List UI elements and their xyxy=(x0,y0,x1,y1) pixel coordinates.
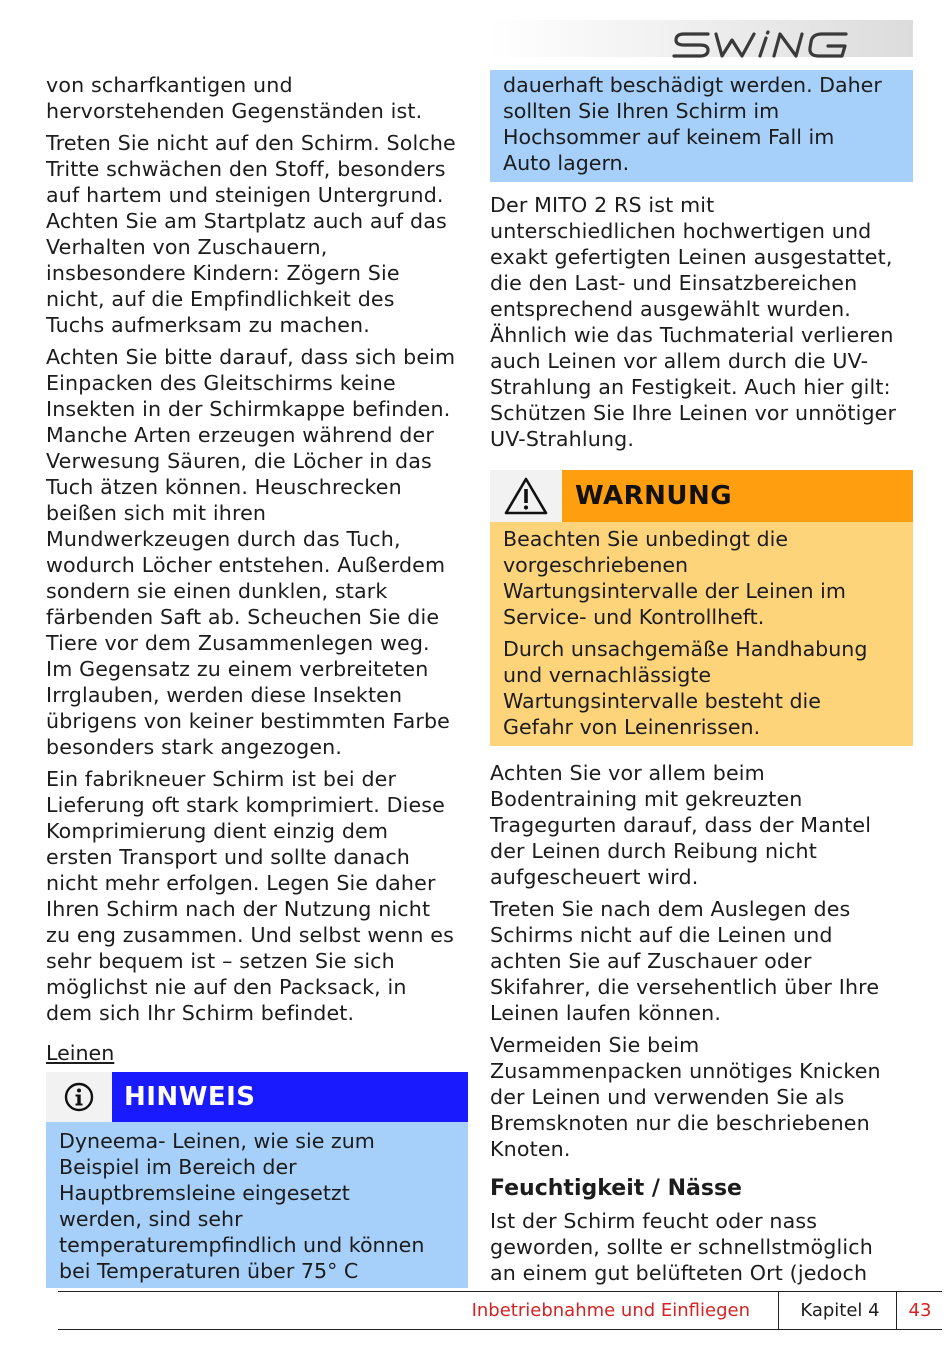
footer-separator xyxy=(778,1291,779,1330)
hinweis-header xyxy=(46,1072,468,1122)
footer-chapter-name: Inbetriebnahme und Einfliegen xyxy=(471,1300,750,1321)
paragraph: Achten Sie vor allem beim Bodentraining mit gekreuzten Tragegurten darauf, dass der Mantel der Leinen durch Reibung nicht aufgescheuert wird. xyxy=(490,761,872,889)
hinweis-continuation-text: dauerhaft beschädigt werden. Daher sollten Sie Ihren Schirm im Hochsommer auf keinem Fall im Auto lagern. xyxy=(503,73,882,175)
hinweis-box xyxy=(46,1072,468,1288)
paragraph: Treten Sie nicht auf den Schirm. Solche Tritte schwächen den Stoff, besonders auf hartem und steinigen Untergrund. Achten Sie am Startplatz auch auf das Verhalten von Zuschauern, insbesondere Kindern: Zögern Sie nicht, auf die Empfindlichkeit des Tuchs aufmerksam zu machen. xyxy=(46,131,456,337)
right-column xyxy=(490,72,913,1292)
warnung-header xyxy=(490,470,913,522)
subheading-feuchtigkeit: Feuchtigkeit / Nässe xyxy=(490,1176,742,1201)
warnung-title: WARNUNG xyxy=(562,470,913,522)
hinweis-icon-cell xyxy=(46,1072,112,1122)
hinweis-continuation-box xyxy=(490,70,913,182)
hinweis-title: HINWEIS xyxy=(112,1072,468,1122)
warning-triangle-icon xyxy=(503,476,549,516)
hinweis-body xyxy=(46,1122,468,1288)
swing-logo xyxy=(670,28,870,60)
warnung-icon-cell xyxy=(490,470,562,522)
footer-divider-bottom xyxy=(58,1329,942,1330)
paragraph: Vermeiden Sie beim Zusammenpacken unnötiges Knicken der Leinen und verwenden Sie als Bremsknoten nur die beschriebenen Knoten. xyxy=(490,1033,881,1161)
footer-separator xyxy=(896,1291,897,1330)
warnung-box xyxy=(490,470,913,746)
warnung-text: Durch unsachgemäße Handhabung und vernachlässigte Wartungsintervalle besteht die Gefahr von Leinenrissen. xyxy=(503,637,868,739)
left-column xyxy=(46,72,471,1288)
paragraph: Achten Sie bitte darauf, dass sich beim Einpacken des Gleitschirms keine Insekten in der Schirmkappe befinden. Manche Arten erzeugen während der Verwesung Säuren, die Löcher in das Tuch ätzen können. Heuschrecken beißen sich mit ihren Mundwerkzeugen durch das Tuch, wodurch Löcher entstehen. Außerdem sondern sie einen dunklen, stark färbenden Saft ab. Scheuchen Sie die Tiere vor dem Zusammenlegen weg. Im Gegensatz zu einem verbreiteten Irrglauben, werden diese Insekten übrigens von keiner bestimmten Farbe besonders stark angezogen. xyxy=(46,345,456,759)
paragraph: Ist der Schirm feucht oder nass geworden, sollte er schnellstmöglich an einem gut belüfteten Ort (jedoch xyxy=(490,1209,873,1285)
hinweis-text: Dyneema- Leinen, wie sie zum Beispiel im Bereich der Hauptbremsleine eingesetzt werden, sind sehr temperaturempfindlich und können bei Temperaturen über 75° C xyxy=(59,1129,425,1283)
warnung-text: Beachten Sie unbedingt die vorgeschriebenen Wartungsintervalle der Leinen im Service- und Kontrollheft. xyxy=(503,527,846,629)
paragraph: von scharfkantigen und hervorstehenden Gegenständen ist. xyxy=(46,73,423,123)
footer-page-number: 43 xyxy=(908,1300,932,1321)
paragraph-mito: Der MITO 2 RS ist mit unterschiedlichen hochwertigen und exakt gefertigten Leinen ausgestattet, die den Last- und Einsatzbereichen entsprechend ausgewählt wurden. Ähnlich wie das Tuchmaterial verlieren auch Leinen vor allem durch die UV- Strahlung an Festigkeit. Auch hier gilt: Schützen Sie Ihre Leinen vor unnötiger UV-Strahlung. xyxy=(490,193,897,451)
paragraph: Ein fabrikneuer Schirm ist bei der Lieferung oft stark komprimiert. Diese Komprimierung dient einzig dem ersten Transport und sollte danach nicht mehr erfolgen. Legen Sie daher Ihren Schirm nach der Nutzung nicht zu eng zusammen. Und selbst wenn es sehr bequem ist – setzen Sie sich möglichst nie auf den Packsack, in dem sich Ihr Schirm befindet. xyxy=(46,767,454,1025)
footer-divider-top xyxy=(58,1291,942,1292)
info-icon xyxy=(63,1081,95,1113)
warnung-body xyxy=(490,522,913,746)
footer-chapter-number: Kapitel 4 xyxy=(800,1300,880,1321)
section-link-leinen[interactable]: Leinen xyxy=(46,1041,115,1065)
paragraph: Treten Sie nach dem Auslegen des Schirms nicht auf die Leinen und achten Sie auf Zuschauer oder Skifahrer, die versehentlich über Ihre Leinen laufen können. xyxy=(490,897,880,1025)
